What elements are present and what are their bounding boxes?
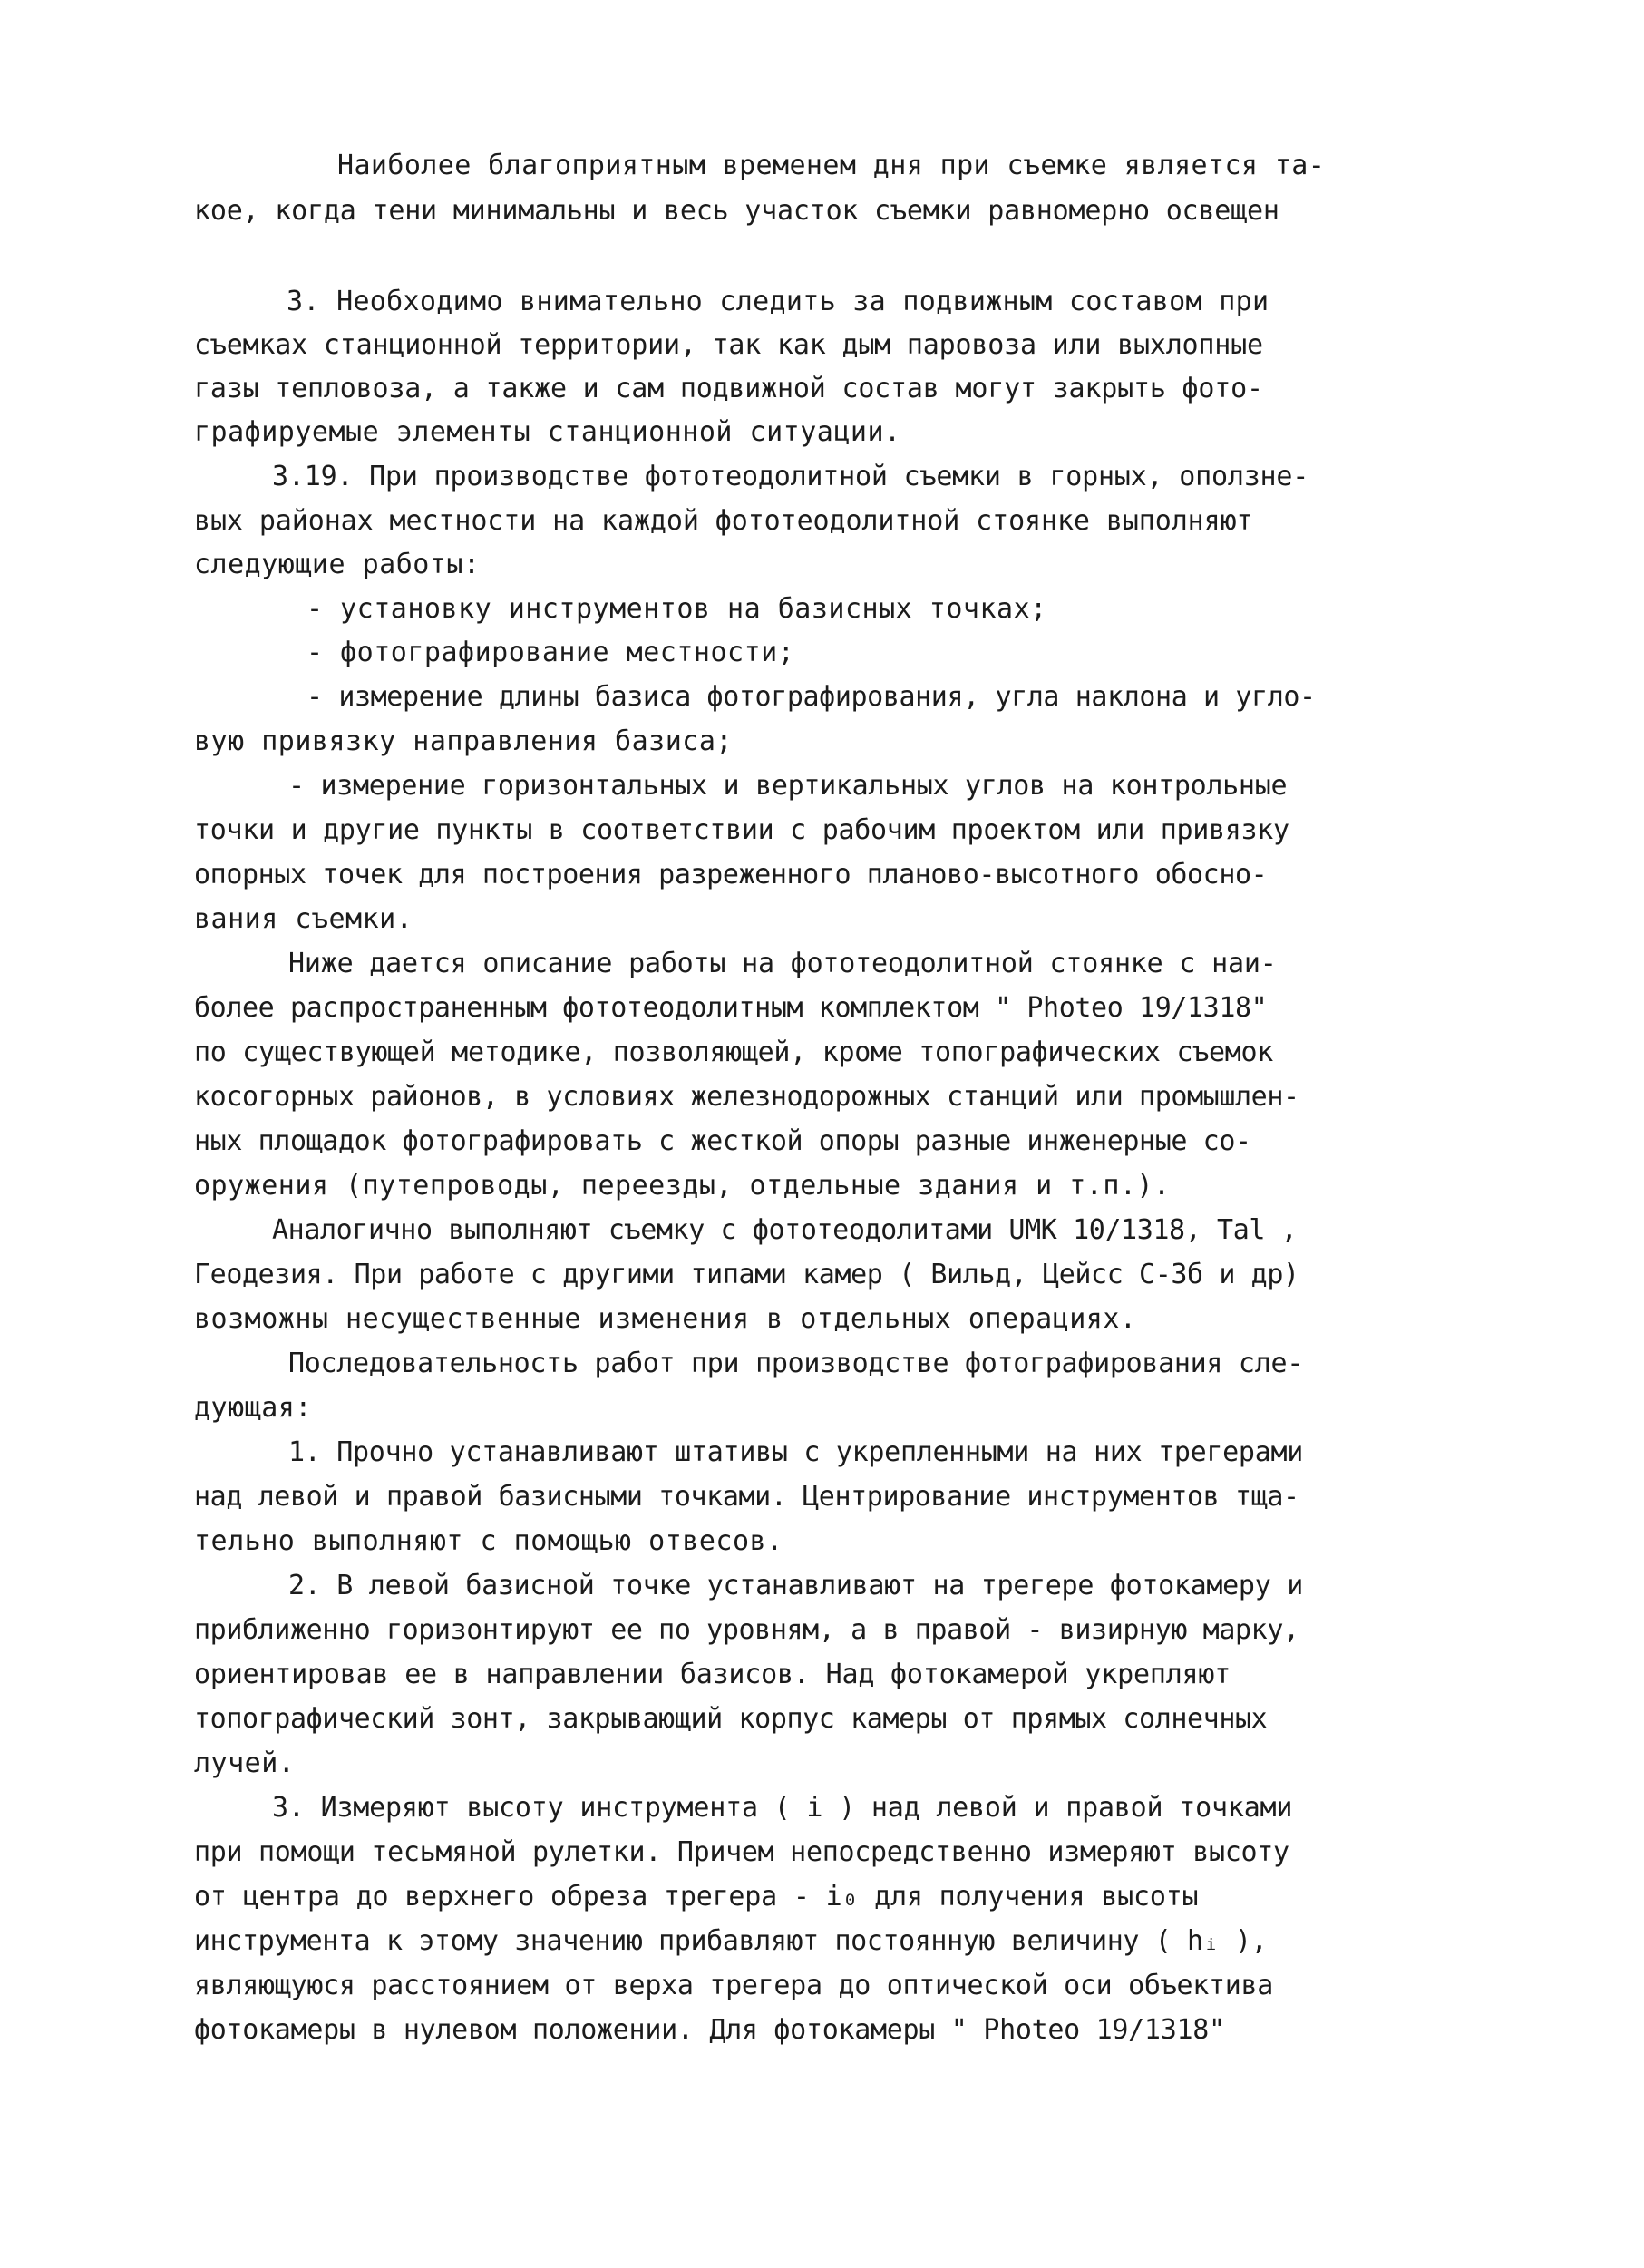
text-line: над левой и правой базисными точками. Центрирование инструментов тща- <box>194 1481 1299 1513</box>
text-line: инструмента к этому значению прибавляют постоянную величину ( hᵢ ), <box>194 1925 1268 1957</box>
text-line: от центра до верхнего обреза трегера - i₀ для получения высоты <box>194 1881 1199 1913</box>
text-line: Ниже дается описание работы на фототеодолитной стоянке с наи- <box>288 948 1277 979</box>
text-line: 3.19. При производстве фототеодолитной съемки в горных, оползне- <box>272 461 1309 492</box>
text-line: при помощи тесьмяной рулетки. Причем непосредственно измеряют высоту <box>194 1836 1289 1868</box>
text-line: ориентировав ее в направлении базисов. Над фотокамерой укрепляют <box>194 1659 1231 1690</box>
text-line: кое, когда тени минимальны и весь участок съемки равномерно освещен <box>194 195 1279 227</box>
text-line: 1. Прочно устанавливают штативы с укрепленными на них трегерами <box>288 1436 1303 1468</box>
text-line: лучей. <box>194 1747 296 1779</box>
text-line: Последовательность работ при производстве фотографирования сле- <box>288 1348 1303 1379</box>
text-line: косогорных районов, в условиях железнодорожных станций или промышлен- <box>194 1081 1299 1113</box>
text-line: являющуюся расстоянием от верха трегера до оптической оси объектива <box>194 1970 1274 2001</box>
text-line: - фотографирование местности; <box>306 637 795 668</box>
text-line: 3. Необходимо внимательно следить за подвижным составом при <box>287 286 1269 317</box>
text-line: ных площадок фотографировать с жесткой опоры разные инженерные со- <box>194 1125 1251 1157</box>
text-line: съемках станционной территории, так как дым паровоза или выхлопные <box>194 329 1263 361</box>
text-line: - установку инструментов на базисных точках; <box>306 593 1047 625</box>
text-line: Наиболее благоприятным временем дня при съемке является та- <box>337 150 1326 181</box>
text-line: оружения (путепроводы, переезды, отдельные здания и т.п.). <box>194 1170 1171 1202</box>
text-line: 2. В левой базисной точке устанавливают на трегере фотокамеру и <box>288 1570 1303 1601</box>
text-line: по существующей методике, позволяющей, кроме топографических съемок <box>194 1037 1274 1068</box>
text-line: следующие работы: <box>194 549 481 580</box>
text-line: вых районах местности на каждой фототеодолитной стоянке выполняют <box>194 505 1253 537</box>
text-line: более распространенным фототеодолитным комплектом " Photeo 19/1318" <box>194 992 1268 1024</box>
text-line: графируемые элементы станционной ситуации. <box>194 416 901 448</box>
text-line: тельно выполняют с помощью отвесов. <box>194 1525 783 1557</box>
text-line: Геодезия. При работе с другими типами камер ( Вильд, Цейсс С-3б и др) <box>194 1259 1299 1290</box>
text-line: - измерение длины базиса фотографирования, угла наклона и угло- <box>306 681 1316 713</box>
text-line: 3. Измеряют высоту инструмента ( i ) над левой и правой точками <box>272 1792 1293 1824</box>
text-line: Аналогично выполняют съемку с фототеодолитами UMK 10/1318, Tal , <box>272 1214 1298 1246</box>
text-line: приближенно горизонтируют ее по уровням, а в правой - визирную марку, <box>194 1614 1299 1646</box>
text-line: точки и другие пункты в соответствии с рабочим проектом или привязку <box>194 814 1289 846</box>
text-line: топографический зонт, закрывающий корпус камеры от прямых солнечных <box>194 1703 1268 1735</box>
text-line: опорных точек для построения разреженного планово-высотного обосно- <box>194 859 1268 891</box>
text-line: газы тепловоза, а также и сам подвижной состав могут закрыть фото- <box>194 373 1263 404</box>
text-line: дующая: <box>194 1392 312 1424</box>
text-line: вания съемки. <box>194 903 413 935</box>
text-line: фотокамеры в нулевом положении. Для фотокамеры " Photeo 19/1318" <box>194 2014 1225 2046</box>
text-line: - измерение горизонтальных и вертикальных углов на контрольные <box>288 770 1288 802</box>
text-line: вую привязку направления базиса; <box>194 725 733 757</box>
text-line: возможны несущественные изменения в отдельных операциях. <box>194 1303 1137 1335</box>
